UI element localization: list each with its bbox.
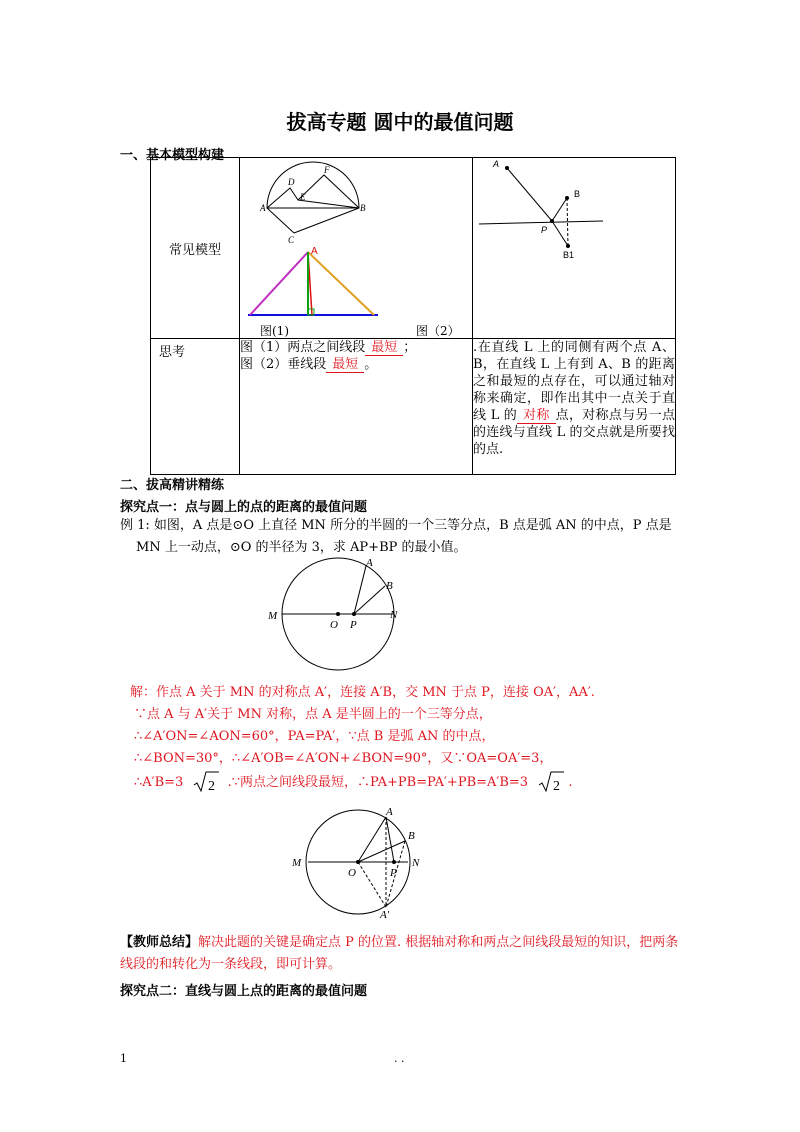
label-P-refl: P — [541, 225, 548, 235]
label-B-sol: B — [408, 830, 415, 842]
chord-path — [267, 175, 359, 208]
figure-cell-left — [240, 158, 473, 339]
page-number: 1 — [120, 1052, 127, 1065]
sqrt-symbol-1 — [193, 770, 219, 794]
solution-line-5: ∴A′B=3 2 .∵两点之间线段最短，∴PA+PB=PA′+PB=A′B=3 2 . — [134, 770, 573, 794]
exploration-point-2: 探究点二：直线与圆上点的距离的最值问题 — [120, 984, 368, 999]
svg-text:2: 2 — [208, 779, 216, 794]
reflection-figure — [473, 158, 675, 278]
label-M-sol: M — [292, 857, 302, 869]
segment-PA — [354, 566, 366, 614]
segment-A-P — [507, 168, 552, 221]
row-label-think: 思考 — [151, 339, 240, 475]
segment-PB — [354, 586, 385, 614]
label-O-sol: O — [348, 867, 356, 879]
solution-line-3: ∴∠A′ON=∠AON=60°，PA=PA′，∵点 B 是弧 AN 的中点， — [134, 729, 495, 744]
sqrt-symbol-2 — [538, 770, 564, 794]
label-D: D — [288, 177, 295, 187]
figure-cell-right — [473, 158, 676, 339]
label-F: F — [324, 165, 330, 175]
figure-2-caption: 图（2） — [416, 324, 460, 338]
segment-OA-prime — [358, 862, 386, 907]
exploration-point-1: 探究点一：点与圆上的点的距离的最值问题 — [120, 500, 368, 515]
label-A-prime: A′ — [380, 909, 390, 921]
label-A-sol: A — [386, 806, 393, 818]
section-heading-1: 一、基本模型构建 — [120, 148, 225, 163]
label-C: C — [288, 235, 295, 245]
label-A-fig2: A — [311, 246, 318, 257]
example-1-line-2: MN 上一动点，⊙O 的半径为 3，求 AP+BP 的最小值。 — [136, 540, 467, 555]
section-heading-2: 二、拔高精讲精练 — [120, 478, 225, 493]
label-B1-refl: B1 — [563, 250, 575, 260]
label-N: N — [390, 609, 398, 621]
think-right: .在直线 L 上的同侧有两个点 A、B，在直线 L 上有到 A、B 的距离之和最短的点存在，可以通过轴对称来确定，即作出其中一点关于直线 L 的 对称 点，对称点与另一点的连线与直线 L 的交点就是所要找的点. — [473, 339, 676, 475]
label-A-ex: A — [366, 557, 373, 569]
footer-dots: . . — [394, 1052, 405, 1065]
summary-text: 解决此题的关键是确定点 P 的位置. 根据轴对称和两点之间线段最短的知识，把两条线段的和转化为一条线段，即可计算。 — [120, 935, 679, 972]
solution-line-2: ∵点 A 与 A′关于 MN 对称，点 A 是半圆上的一个三等分点， — [134, 707, 492, 722]
line-L — [479, 221, 603, 224]
think-left: 图（1）两点之间线段 最短 ； 图（2）垂线段 最短 。 — [240, 339, 473, 475]
row-label-models: 常见模型 — [151, 158, 240, 339]
label-A: A — [260, 203, 266, 213]
label-B-ex: B — [386, 580, 393, 592]
lower-line-2 — [294, 208, 359, 233]
svg-text:2: 2 — [553, 779, 561, 794]
answer-1: 最短 — [365, 340, 403, 356]
example-1-line-1: 例 1: 如图，A 点是⊙O 上直径 MN 所分的半圆的一个三等分点，B 点是弧 AN 的中点，P 点是 — [120, 518, 672, 533]
answer-3: 对称 — [517, 408, 556, 424]
figure-1-2 — [240, 158, 472, 338]
summary-label: 【教师总结】 — [120, 935, 199, 950]
label-B-refl: B — [574, 189, 581, 199]
segment-P-B1 — [552, 221, 568, 246]
inner-line — [298, 200, 359, 208]
label-A-refl: A — [493, 159, 500, 169]
model-table — [150, 157, 676, 475]
label-P: P — [350, 619, 357, 631]
label-O: O — [330, 619, 338, 631]
solution-line-1: 解：作点 A 关于 MN 的对称点 A′，连接 A′B，交 MN 于点 P，连接 OA′，AA′. — [130, 685, 595, 700]
answer-2: 最短 — [326, 357, 364, 373]
label-E: E — [300, 192, 306, 202]
example-1-figure — [262, 556, 412, 680]
solution-line-4: ∴∠BON=30°，∴∠A′OB=∠A′ON+∠BON=90°，又∵OA=OA′=3， — [134, 751, 553, 766]
segment-P-B — [552, 198, 567, 221]
label-M: M — [268, 610, 278, 622]
label-B: B — [360, 203, 366, 213]
side-line-left — [250, 252, 308, 315]
page-title: 拔高专题 圆中的最值问题 — [286, 110, 514, 134]
label-P-sol: P — [390, 867, 397, 879]
teacher-summary — [120, 932, 690, 976]
lower-line-1 — [267, 208, 294, 233]
solution-figure — [284, 804, 434, 922]
label-N-sol: N — [412, 857, 420, 869]
side-line-right — [308, 252, 374, 315]
figure-1-caption: 图(1) — [260, 324, 289, 338]
